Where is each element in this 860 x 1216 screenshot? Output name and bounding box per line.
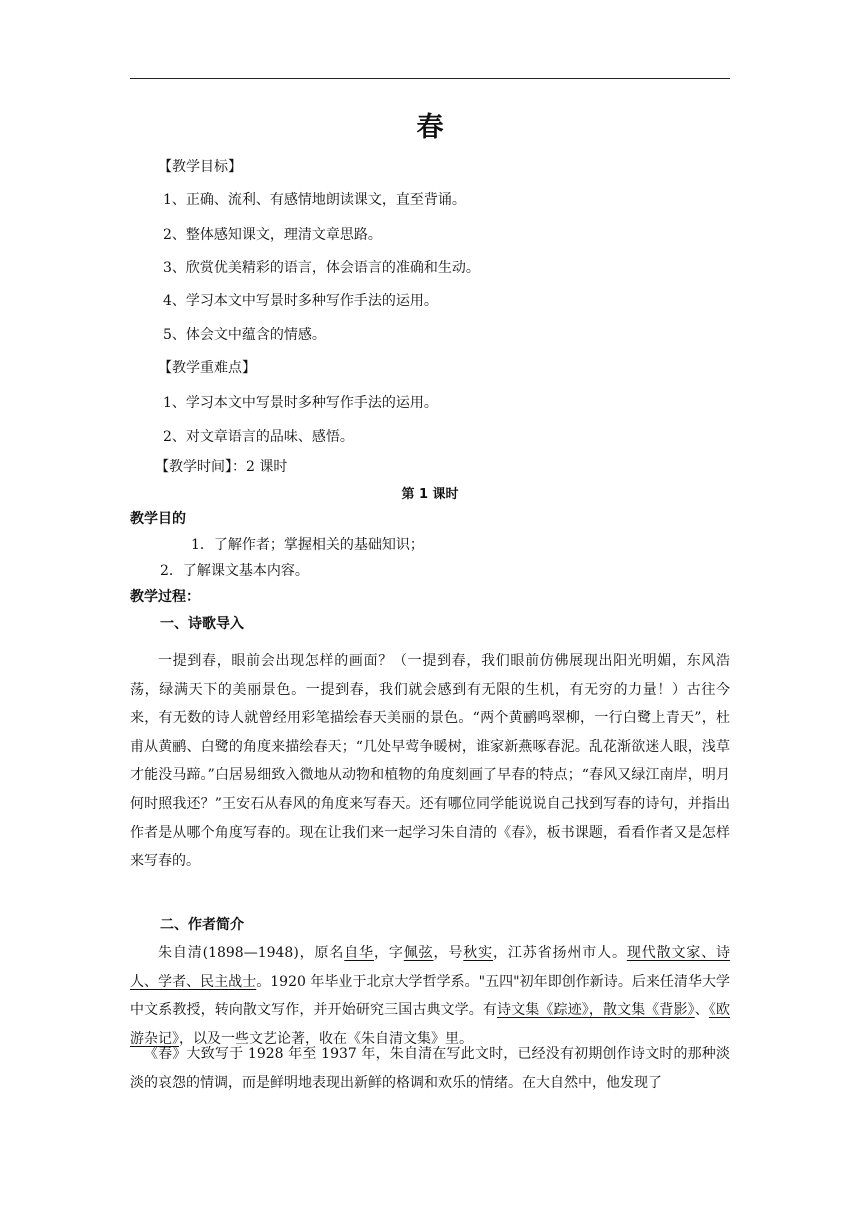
key-points-heading: 【教学重难点】 [158,360,256,376]
author-text-part: 、 [694,1002,709,1019]
works-collection: 诗文集《踪迹》，散文集《背影》 [497,1002,695,1019]
original-name: 自华 [344,945,375,961]
pen-name: 秋实 [463,945,494,961]
goal-item: 5、体会文中蕴含的情感。 [163,327,326,343]
lesson-heading: 第 1 课时 [401,487,459,502]
author-text [130,939,730,1053]
author-paragraph [130,939,730,1053]
goal-item: 1、正确、流利、有感情地朗读课文，直至背诵。 [163,192,466,208]
spring-background-text: 《春》大致写于 1928 年至 1937 年，朱自清在写此文时，已经没有初期创作诗文时的那种淡淡的哀怨的情调，而是鲜明地表现出新鲜的格调和欢乐的情绪。在大自然中，他发现了 [130,1046,730,1091]
spring-background-paragraph [130,1040,730,1097]
goal-item: 4、学习本文中写景时多种写作手法的运用。 [163,293,438,309]
poetry-intro-text: 一提到春，眼前会出现怎样的画面？（一提到春，我们眼前仿佛展现出阳光明媚，东风浩荡，绿满天下的美丽景色。一提到春，我们就会感到有无限的生机，有无穷的力量！）古往今来，有无数的诗人就曾经用彩笔描绘春天美丽的景色。“两个黄鹂鸣翠柳，一行白鹭上青天”，杜甫从黄鹂、白鹭的角度来描绘春天；“几处早莺争暖树，谁家新燕啄春泥。乱花渐欲迷人眼，浅草才能没马蹄。”白居易细致入微地从动物和植物的角度刻画了早春的特点；“春风又绿江南岸，明月何时照我还？”王安石从春风的角度来写春天。还有哪位同学能说说自己找到写春的诗句，并指出作者是从哪个角度写春的。现在让我们来一起学习朱自清的《春》，板书课题，看看作者又是怎样来写春的。 [130,653,730,870]
purpose-item: 2．了解课文基本内容。 [160,563,309,579]
goal-item: 3、欣赏优美精彩的语言，体会语言的准确和生动。 [163,260,480,276]
author-text-part: ，江苏省扬州市人。 [493,945,627,961]
goals-heading: 【教学目标】 [158,159,242,175]
purpose-item: 1．了解作者；掌握相关的基础知识； [191,537,424,553]
section-heading-poetry-intro: 一、诗歌导入 [160,616,244,632]
courtesy-name: 佩弦 [403,945,434,961]
author-text-part: ，号 [433,945,464,961]
section-heading-author-intro: 二、作者简介 [160,917,244,933]
goal-item: 2、整体感知课文，理清文章思路。 [163,227,382,243]
author-text-part: 。1920 年毕业于北京大学哲学系。"五四"初年即创作新诗。后来任清华大学中文系教授，转向散文写作，并开始研究三国古典文学。有 [130,973,730,1019]
author-text-part: 朱自清(1898—1948)，原名 [158,945,345,961]
purpose-heading: 教学目的 [130,511,186,527]
teaching-time: 【教学时间】：2 课时 [155,459,288,475]
key-point-item: 1、学习本文中写景时多种写作手法的运用。 [163,395,438,411]
author-text-part: ，字 [374,945,404,961]
author-text-part: ，以及一些文艺论著，收在《朱自清文集》里。 [179,1030,473,1047]
header-rule [130,78,730,79]
author-titles: 现代散文家、诗人、学者、民主战士 [130,945,731,990]
process-heading: 教学过程： [130,589,200,605]
page-title: 春 [416,112,444,143]
poetry-intro-paragraph [130,647,730,876]
works-travel-notes: 《欧游杂记》 [130,1002,731,1047]
key-point-item: 2、对文章语言的品味、感悟。 [163,429,354,445]
